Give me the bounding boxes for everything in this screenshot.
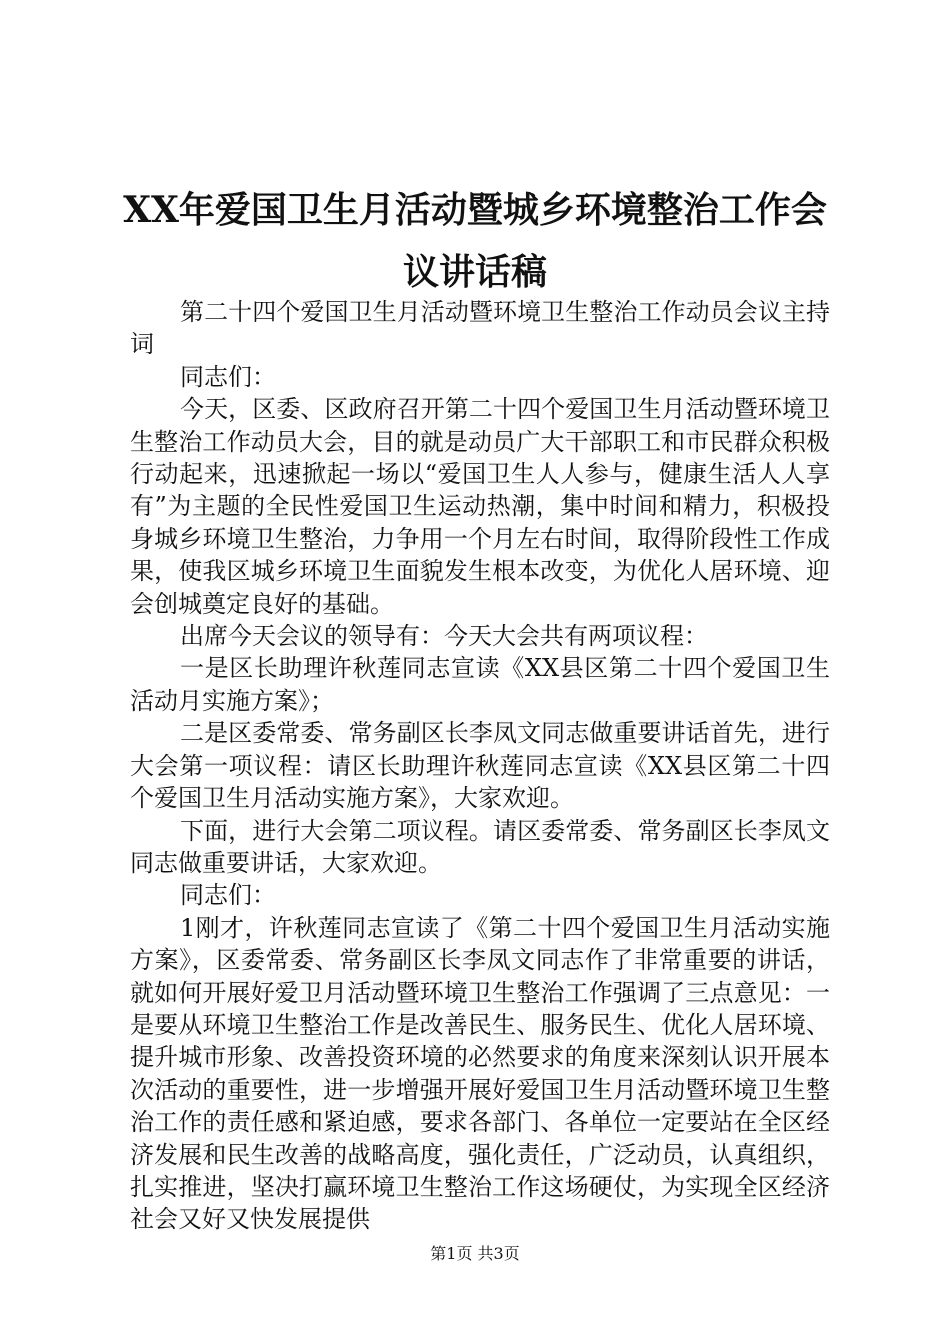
paragraph: 同志们：	[180, 881, 276, 910]
document-title-line-1: XX年爱国卫生月活动暨城乡环境整治工作会	[123, 189, 827, 231]
paragraph: 一是区长助理许秋莲同志宣读《XX县区第二十四个爱国卫生活动月实施方案》；	[130, 654, 830, 715]
paragraph: 出席今天会议的领导有：今天大会共有两项议程：	[180, 622, 708, 651]
paragraph: 第二十四个爱国卫生月活动暨环境卫生整治工作动员会议主持词	[130, 298, 830, 359]
page-number-footer: 第1页 共3页	[430, 1244, 520, 1263]
document-title-line-2: 议讲话稿	[402, 251, 547, 293]
paragraph: 1刚才，许秋莲同志宣读了《第二十四个爱国卫生月活动实施方案》，区委常委、常务副区长李凤文同志作了非常重要的讲话，就如何开展好爱卫月活动暨环境卫生整治工作强调了三点意见：一是要从环境卫生整治工作是改善民生、服务民生、优化人居环境、提升城市形象、改善投资环境的必然要求的角度来深刻认识开展本次活动的重要性，进一步增强开展好爱国卫生月活动暨环境卫生整治工作的责任感和紧迫感，要求各部门、各单位一定要站在全区经济发展和民生改善的战略高度，强化责任，广泛动员，认真组织，扎实推进，坚决打赢环境卫生整治工作这场硬仗，为实现全区经济社会又好又快发展提供	[130, 913, 830, 1234]
paragraph: 下面，进行大会第二项议程。请区委常委、常务副区长李凤文同志做重要讲话，大家欢迎。	[130, 816, 830, 877]
paragraph: 二是区委常委、常务副区长李凤文同志做重要讲话首先，进行大会第一项议程：请区长助理许秋莲同志宣读《XX县区第二十四个爱国卫生月活动实施方案》，大家欢迎。	[130, 719, 830, 813]
document-body	[130, 296, 830, 1236]
paragraph: 同志们：	[180, 362, 276, 391]
paragraph: 今天，区委、区政府召开第二十四个爱国卫生月活动暨环境卫生整治工作动员大会，目的就是动员广大干部职工和市民群众积极行动起来，迅速掀起一场以“爱国卫生人人参与，健康生活人人享有”为主题的全民性爱国卫生运动热潮，集中时间和精力，积极投身城乡环境卫生整治，力争用一个月左右时间，取得阶段性工作成果，使我区城乡环境卫生面貌发生根本改变，为优化人居环境、迎会创城奠定良好的基础。	[130, 395, 830, 618]
